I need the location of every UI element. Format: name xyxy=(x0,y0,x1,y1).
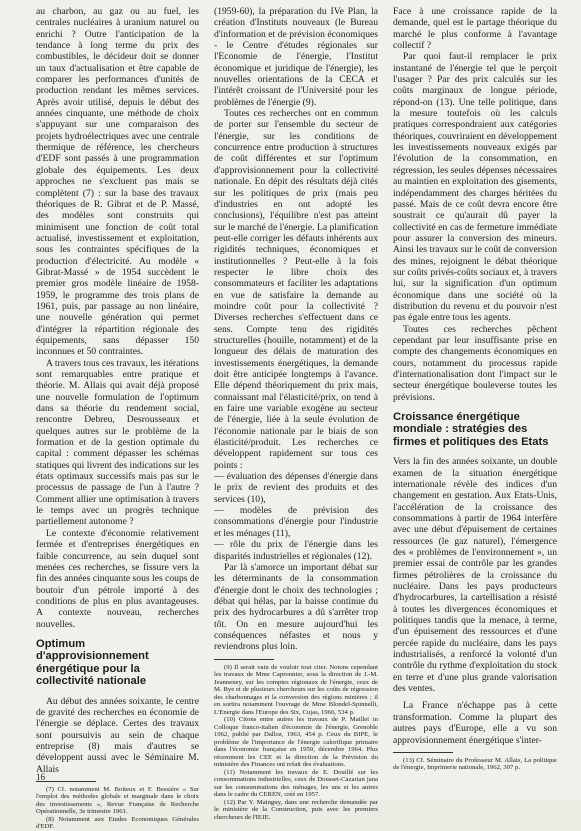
list-item: — rôle du prix de l'énergie dans les disparités industrielles et régionales (12). xyxy=(214,539,378,562)
footnote: (10) Citons entre autres les travaux de P. Maillet in Colloque franco-italien d'économie de l'énergie, Grenoble 1962, publié par Dalloz, 1963, 454 p. Ceux du BIPE, le problème de l'importance de l'énergie calorifique primaire dans l'économie française en 1959, décembre 1964. Plus récemment les CEE et la direction de la Prévision du ministère des Finances ont refait des évaluations. xyxy=(214,716,378,769)
footnote: (7) Cf. notamment M. Boiteux et F. Bessière « Sur l'emploi des méthodes globale et marginale dans le choix des investissements », Revue Française de Recherche Opérationnelle, 3e trimestre 1961. xyxy=(36,785,199,816)
footnote-divider xyxy=(36,781,96,782)
footnote-divider xyxy=(214,659,274,660)
paragraph: Toutes ces recherches pêchent cependant par leur insuffisante prise en compte des changements économiques en cours, notamment du processus rapide d'internationalisation dont l'impact sur le secteur énergétique bouleverse toutes les prévisions. xyxy=(393,323,557,403)
footnote: (11) Notamment les travaux de E. Douillé sur les consommations industrielles, ceux de Dousset-Cazarian jana sur les consommations des ménages, les uns et les autres dans le cadre du CEREN, créé en 1957. xyxy=(214,768,378,799)
column-right xyxy=(393,6,557,772)
paragraph: Toutes ces recherches ont en commun de porter sur l'ensemble du secteur de l'énergie, sur les conditions de concurrence entre production à structures de coût différentes et sur l'optimum d'approvisionnement pour la collectivité nationale. En dépit des résultats déjà cités sur les politiques de prix (mais peu d'industries en ont adopté les conclusions), l'équilibre n'est pas atteint sur le marché de l'énergie. La planification peut-elle corriger les défauts inhérents aux rigidités techniques, économiques et institutionnelles ? Peut-elle à la fois respecter le libre choix des consommateurs et faciliter les adaptations en vue de satisfaire la demande au moindre coût pour la collectivité ? Diverses recherches s'effectuent dans ce sens. Compte tenu des rigidités structurelles (houille, notamment) et de la longueur des délais de maturation des investissements énergétiques, la demande doit être anticipée longtemps à l'avance. Elle dépend théoriquement du prix mais, connaissant mal l'élasticité/prix, on tend à en faire une variable exogène au secteur de l'énergie, liée à la seule évolution de l'économie nationale par le biais de son élasticité/produit. Les recherches ce développent rapidement sur tous ces points : xyxy=(214,108,378,471)
list-item: — évaluation des dépenses d'énergie dans le prix de revient des produits et des services (10), xyxy=(214,471,378,505)
paragraph: Au début des années soixante, le centre de gravité des recherches en économie de l'énergie se déplace. Certes des travaux sont poursuivis au sein de chaque entreprise (8) mais d'autres se développent aussi avec le Séminaire M. Allais xyxy=(36,695,199,775)
paragraph: Face à une croissance rapide de la demande, quel est le partage théorique du marché le plus conforme à l'avantage collectif ? xyxy=(393,6,557,52)
section-heading: Croissance énergétique mondiale : stratégies des firmes et politiques des Etats xyxy=(393,411,549,448)
footnote: (9) Il serait vain de vouloir tout citer. Notons cependant les travaux de Mme Capronnier, sous la direction de J.-M. Jeanneney, sur les comptes régionaux de l'énergie, ceux de M. Bye et de plusieurs chercheurs sur les coûts de régression des charbonnages et la conversion des régions minières ; il en sortira notamment l'ouvrage de Mme Blondel-Spinnelli, L'Energie dans l'Europe des Six, Cujas, 1966, 534 p. xyxy=(214,663,378,716)
column-left xyxy=(36,6,199,831)
paragraph: Par là s'amorce un important débat sur les déterminants de la consommation d'énergie dont le choix des technologies ; débat qui hélas, par la baisse continue du prix des hydrocarbures a dû s'arrêter trop tôt. On en mesure aujourd'hui les conséquences néfastes et nous y reviendrons plus loin. xyxy=(214,561,378,653)
paragraph: Le contexte d'économie relativement fermée et d'entreprises énergétiques en faible concurrence, au sein duquel sont menées ces recherches, se fissure vers la fin des années cinquante sous les coups de boutoir d'un pétrole importé à des conditions de plus en plus avantageuses. A contexte nouveau, recherches nouvelles. xyxy=(36,527,199,630)
section-heading: Optimum d'approvisionnement énergétique pour la collectivité nationale xyxy=(36,637,149,688)
paragraph: (1959-60), la préparation du IVe Plan, la création d'Instituts nouveaux (le Bureau d'information et de prévision économiques - le Centre d'études régionales sur l'Economie de l'énergie, l'Institut économique et juridique de l'énergie), les nouvelles orientations de la CECA et l'intérêt croissant de l'Université pour les problèmes de l'énergie (9). xyxy=(214,6,378,108)
footnote: (13) Cf. Séminaire du Professeur M. Allais, La politique de l'énergie, Imprimerie nationale, 1962, 307 p. xyxy=(393,756,557,772)
paragraph: Par quoi faut-il remplacer le prix instantané de l'énergie tel que le perçoit l'usager ? Par des prix calculés sur les coûts marginaux de longue période, répond-on (13). Une telle politique, dans la mesure toutefois où les calculs pratiques correspondraient aux catégories théoriques, couvriraient en développement les investissements nouveaux exigés par l'évolution de la consommation, en régression, les seules dépenses nécessaires au maintien en exploitation des gisements, indépendamment des charges héritées du passé. Mais de ce coût devra encore être soustrait ce qu'aurait dû payer la collectivité en cas de fermeture immédiate pour assurer la conversion des mineurs. Ainsi les travaux sur le coût de conversion des mines, rejoignent le débat théorique sur coûts privés-coûts sociaux et, à travers lui, sur la signification d'un optimum économique dans une société où la distribution du revenu et du pouvoir n'est pas égale entre tous les agents. xyxy=(393,51,557,324)
paragraph: au charbon, au gaz ou au fuel, les centrales nucléaires à uranium naturel ou enrichi ? Outre l'anticipation de la tendance à long terme du prix des combustibles, le décideur doit se donner un taux d'actualisation et être capable de comparer les performances d'unités de production rendant les mêmes services. Après avoir utilisé, depuis le début des années cinquante, une méthode de choix s'appuyant sur une comparaison des projets hydroélectriques avec une centrale thermique de référence, les chercheurs d'EDF sont passés à une programmation globale des équipements. Les deux approches ne s'excluent pas mais se complètent (7) : sur la base des travaux théoriques de R. Gibrat et de P. Massé, des modèles sont construits qui minimisent une fonction de coût total actualisé, investissement et exploitation, sous les contraintes spécifiques de la production d'électricité. Au modèle « Gibrat-Massé » de 1954 succèdent le premier gros modèle linéaire de 1958-1959, le programme des trois plans de 1961, puis, par passage au non linéaire, une nouvelle génération qui permet d'intégrer la répartition régionale des équipements, sans dépasser 150 inconnues et 50 contraintes. xyxy=(36,6,199,358)
paragraph: La France n'échappe pas à cette transformation. Comme la plupart des autres pays d'Europe, elle a vu son approvisionnement énergétique s'inter- xyxy=(393,700,557,746)
footnote: (8) Notamment aux Etudes Economiques Générales d'EDF. xyxy=(36,815,199,831)
footnote: (12) Par Y. Mainguy, dans une recherche demandée par le ministère de la Construction, puis avec les premiers chercheurs de l'IEJE. xyxy=(214,798,378,821)
list-item: — modèles de prévision des consommations d'énergie pour l'industrie et les ménages (11), xyxy=(214,505,378,539)
page-number: 16 xyxy=(36,772,45,782)
paragraph: Vers la fin des années soixante, un double examen de la situation énergétique internationale révèle des indices d'un changement en gestation. Aux Etats-Unis, l'accélération de la croissance des consommations à partir de 1964 interfère avec une début d'épuisement de certaines ressources (le gaz naturel), l'émergence des « problèmes de l'environnement », un premier essai de contrôle par les grandes firmes pétrolières de la croissance du nucléaire. Dans les pays producteurs d'hydrocarbures, la cartellisation a résisté à toutes les divergences économiques et politiques tandis que la menace, à terme, d'un épuisement des ressources et d'une percée rapide du nucléaire, dans les pays industrialisés, a renforcé la volonté d'un contrôle du rythme d'exploitation du stock en terre et d'une plus grande valorisation des ventes. xyxy=(393,456,557,695)
paragraph: A travers tous ces travaux, les itérations sont remarquables entre pratique et théorie. M. Allais qui avait déjà proposé une nouvelle formulation de l'optimum dans sa théorie du rendement social, rencontre Debreu, Desrousseaux et quelques autres sur le problème de la formation et de la gestion optimale du capital : comment dépasser les schémas statiques qui livrent des indications sur les états optimaux successifs mais pas sur le processus de passage de l'un à l'autre ? Comment allier une optimisation à travers le temps avec un progrès technique partiellement autonome ? xyxy=(36,357,199,528)
column-middle xyxy=(214,6,378,821)
footnote-divider xyxy=(393,752,453,753)
